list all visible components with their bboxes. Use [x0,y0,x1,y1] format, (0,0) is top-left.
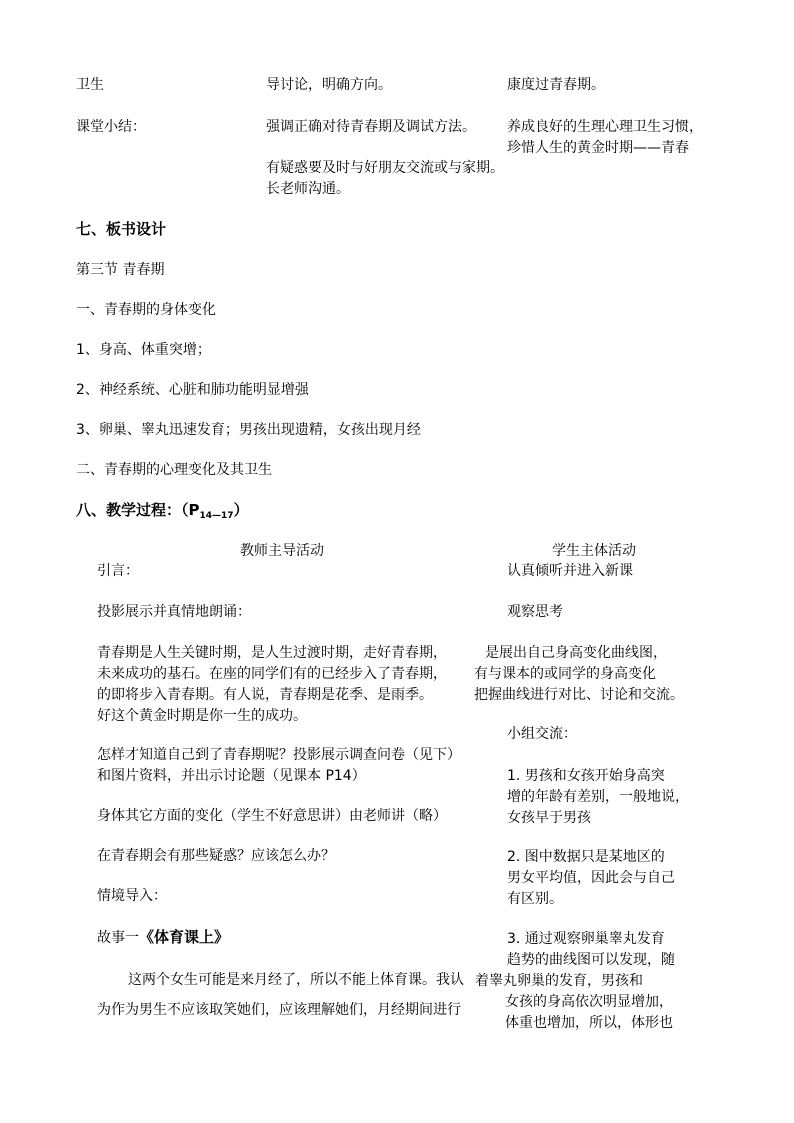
summary-line4: 长老师沟通。 [266,181,350,197]
summary-right-line1: 养成良好的生理心理卫生习惯， [507,119,703,135]
story-heading [97,927,229,949]
teacher-p6-line1: 这两个女生可能是来月经了，所以不能上体育课。我认 [128,972,464,988]
student-s6-line1: 2. 图中数据只是某地区的 [507,849,665,865]
summary-middle-line1: 强调正确对待青春期及调试方法。 [266,119,476,135]
student-s7-line4: 女孩的身高依次明显增加， [505,994,673,1010]
section8-heading-pages: 14—17 [199,511,234,521]
teacher-p3: 身体其它方面的变化（学生不好意思讲）由老师讲（略） [97,808,447,824]
teacher-p6-line2: 为作为男生不应该取笑她们，应该理解她们，月经期间进行 [97,1002,461,1018]
student-s3-line1: 是展出自己身高变化曲线图， [485,645,667,661]
row-right-hygiene: 康度过青春期。 [507,77,605,93]
section8-heading [76,500,249,527]
teacher-p2-line2: 和图片资料，并出示讨论题（见课本 P14） [97,768,366,784]
student-s7-line3: 着睾丸卵巢的发育，男孩和 [475,973,643,989]
row-label-summary: 课堂小结： [76,119,146,135]
student-s3-line2: 有与课本的或同学的身高变化 [474,666,656,682]
section7-subtitle: 第三节 青春期 [76,262,165,278]
row-label-hygiene: 卫生 [76,77,104,93]
teacher-p1-line4: 好这个黄金时期是你一生的成功。 [97,708,307,724]
story-title: 《体育课上》 [139,928,230,946]
teacher-p5: 情境导入： [97,888,167,904]
student-s5-line1: 1. 男孩和女孩开始身高突 [507,768,665,784]
section7-heading: 七、板书设计 [76,220,167,238]
board-item-2: 1、身高、体重突增； [76,342,211,358]
teacher-p4: 在青春期会有那些疑惑？应该怎么办？ [97,848,335,864]
student-s6-line2: 男女平均值，因此会与自己 [507,870,675,886]
student-s1: 认真倾听并进入新课 [507,563,633,579]
student-s2: 观察思考 [507,604,563,620]
teacher-p1-line2: 未来成功的基石。在座的同学们有的已经步入了青春期， [97,666,447,682]
student-s4: 小组交流： [507,726,577,742]
teacher-p1-line3: 的即将步入青春期。有人说，青春期是花季、是雨季。 [97,687,433,703]
student-s5-line2: 增的年龄有差别，一般地说， [507,789,689,805]
board-item-3: 2、神经系统、心脏和肺功能明显增强 [76,382,309,398]
board-item-4: 3、卵巢、睾丸迅速发育；男孩出现遗精，女孩出现月经 [76,422,421,438]
student-s6-line3: 有区别。 [507,891,563,907]
section8-heading-end: ） [233,501,249,519]
student-s7-line5: 体重也增加，所以，体形也 [505,1015,673,1031]
student-s5-line3: 女孩早于男孩 [507,810,591,826]
summary-line2: 珍惜人生的黄金时期——青春 [507,140,689,156]
teacher-p1-line1: 青春期是人生关键时期，是人生过渡时期，走好青春期， [97,645,447,661]
student-s3-line3: 把握曲线进行对比、讨论和交流。 [474,687,684,703]
section8-heading-main: 八、教学过程：（P [76,501,200,519]
student-s7-line2: 趋势的曲线图可以发现，随 [507,952,675,968]
teacher-projection: 投影展示并真情地朗诵： [97,604,251,620]
teacher-intro: 引言： [97,563,139,579]
board-item-1: 一、青春期的身体变化 [76,302,216,318]
col-header-student: 学生主体活动 [552,543,636,559]
board-item-5: 二、青春期的心理变化及其卫生 [76,462,272,478]
summary-line3: 有疑惑要及时与好朋友交流或与家期。 [266,160,504,176]
teacher-p2-line1: 怎样才知道自己到了青春期呢？投影展示调查问卷（见下） [97,747,461,763]
col-header-teacher: 教师主导活动 [240,543,324,559]
row-middle-hygiene: 导讨论，明确方向。 [266,77,392,93]
student-s7-line1: 3. 通过观察卵巢睾丸发育 [507,931,665,947]
story-prefix: 故事一 [97,930,139,946]
